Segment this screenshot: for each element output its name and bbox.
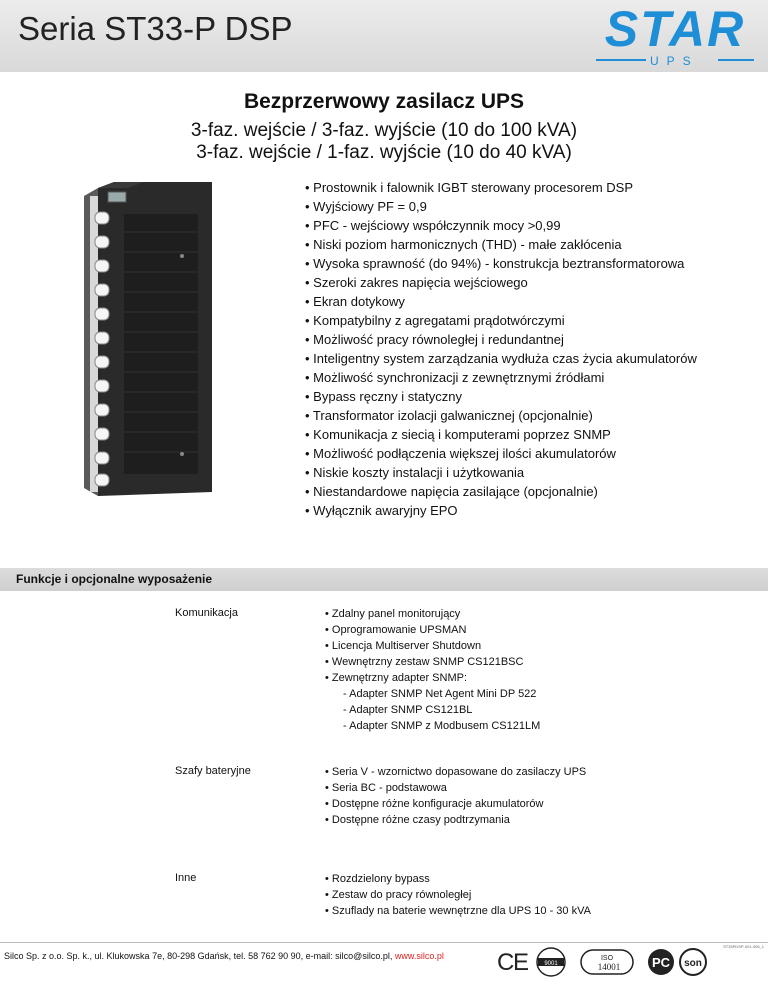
option-item: • Szuflady na baterie wewnętrzne dla UPS 10 - 30 kVA <box>325 905 591 917</box>
option-subitem: - Adapter SNMP CS121BL <box>343 704 473 716</box>
option-item: • Zestaw do pracy równoległej <box>325 889 472 901</box>
ups-cabinet-image <box>84 182 212 500</box>
group-list-szafy-bateryjne <box>325 764 586 828</box>
svg-text:E: E <box>513 949 530 976</box>
svg-text:14001: 14001 <box>597 962 621 972</box>
feature-item: • Niskie koszty instalacji i użytkowania <box>305 465 525 480</box>
feature-item: • PFC - wejściowy współczynnik mocy >0,99 <box>305 218 561 233</box>
sub-heading-3phase: 3-faz. wejście / 3-faz. wyjście (10 do 100 kVA) <box>190 120 578 141</box>
group-list-komunikacja <box>325 606 540 734</box>
feature-item: • Transformator izolacji galwanicznej (opcjonalnie) <box>305 408 593 423</box>
group-label-inne: Inne <box>175 872 197 884</box>
feature-item: • Inteligentny system zarządzania wydłuża czas życia akumulatorów <box>305 351 697 366</box>
feature-item: • Ekran dotykowy <box>305 294 405 309</box>
ce-mark-icon <box>497 949 529 976</box>
svg-text:son: son <box>684 958 702 969</box>
iso-14001-icon <box>581 950 633 974</box>
son-mark-icon <box>680 949 706 975</box>
option-item: • Dostępne różne czasy podtrzymania <box>325 814 510 826</box>
feature-item: • Szeroki zakres napięcia wejściowego <box>305 275 528 290</box>
option-item: • Zdalny panel monitorujący <box>325 608 461 620</box>
option-item: • Licencja Multiserver Shutdown <box>325 640 482 652</box>
feature-item: • Niestandardowe napięcia zasilające (opcjonalnie) <box>305 484 598 499</box>
feature-item: • Wysoka sprawność (do 94%) - konstrukcja beztransformatorowa <box>305 256 685 271</box>
footer-divider <box>0 942 768 943</box>
group-list-inne <box>325 871 591 919</box>
option-item: • Seria V - wzornictwo dopasowane do zasilaczy UPS <box>325 766 587 778</box>
svg-text:ISO: ISO <box>600 955 614 962</box>
group-label-komunikacja: Komunikacja <box>175 607 238 619</box>
star-ups-logo <box>590 1 760 68</box>
feature-item: • Kompatybilny z agregatami prądotwórczymi <box>305 313 565 328</box>
options-section-title: Funkcje i opcjonalne wyposażenie <box>16 572 213 586</box>
certification-logos <box>497 946 763 978</box>
main-heading: Bezprzerwowy zasilacz UPS <box>243 90 525 113</box>
option-item: • Oprogramowanie UPSMAN <box>325 624 467 636</box>
option-item: • Dostępne różne konfiguracje akumulatorów <box>325 798 544 810</box>
svg-text:C: C <box>497 949 515 976</box>
feature-item: • Możliwość synchronizacji z zewnętrznymi źródłami <box>305 370 605 385</box>
option-item: • Wewnętrzny zestaw SNMP CS121BSC <box>325 656 524 668</box>
series-title: Seria ST33-P DSP <box>18 10 293 47</box>
option-item: • Rozdzielony bypass <box>325 873 430 885</box>
footer-address-text: Silco Sp. z o.o. Sp. k., ul. Klukowska 7e, 80-298 Gdańsk, tel. 58 762 90 90, e-mail: silco@silco.pl, <box>4 951 393 961</box>
feature-item: • Niski poziom harmonicznych (THD) - małe zakłócenia <box>305 237 622 252</box>
page-header <box>0 0 768 72</box>
feature-list <box>305 178 697 520</box>
option-subitem: - Adapter SNMP Net Agent Mini DP 522 <box>343 688 537 700</box>
logo-star-text: STAR <box>604 1 746 57</box>
sub-heading-1phase: 3-faz. wejście / 1-faz. wyjście (10 do 40 kVA) <box>196 142 572 163</box>
option-item: • Seria BC - podstawowa <box>325 782 447 794</box>
feature-item: • Wyjściowy PF = 0,9 <box>305 199 427 214</box>
group-label-szafy-bateryjne: Szafy bateryjne <box>175 765 251 777</box>
feature-item: • Możliwość pracy równoległej i redundantnej <box>305 332 564 347</box>
iso-9001-icon <box>537 948 565 976</box>
svg-text:PC: PC <box>651 955 671 970</box>
feature-item: • Prostownik i falownik IGBT sterowany procesorem DSP <box>305 180 633 195</box>
feature-item: • Komunikacja z siecią i komputerami poprzez SNMP <box>305 427 611 442</box>
footer-address <box>4 951 444 961</box>
svg-text:9001: 9001 <box>544 961 558 967</box>
option-subitem: - Adapter SNMP z Modbusem CS121LM <box>343 720 541 732</box>
document-code: ST33PDSP-001-006_1 <box>723 944 764 949</box>
feature-item: • Bypass ręczny i statyczny <box>305 389 462 404</box>
options-section-bar <box>0 568 768 591</box>
feature-item: • Wyłącznik awaryjny EPO <box>305 503 458 518</box>
pct-mark-icon <box>648 949 674 975</box>
logo-ups-text: UPS <box>650 54 699 68</box>
website-link[interactable]: www.silco.pl <box>394 951 444 961</box>
option-item: • Zewnętrzny adapter SNMP: <box>325 672 468 684</box>
feature-item: • Możliwość podłączenia większej ilości akumulatorów <box>305 446 616 461</box>
